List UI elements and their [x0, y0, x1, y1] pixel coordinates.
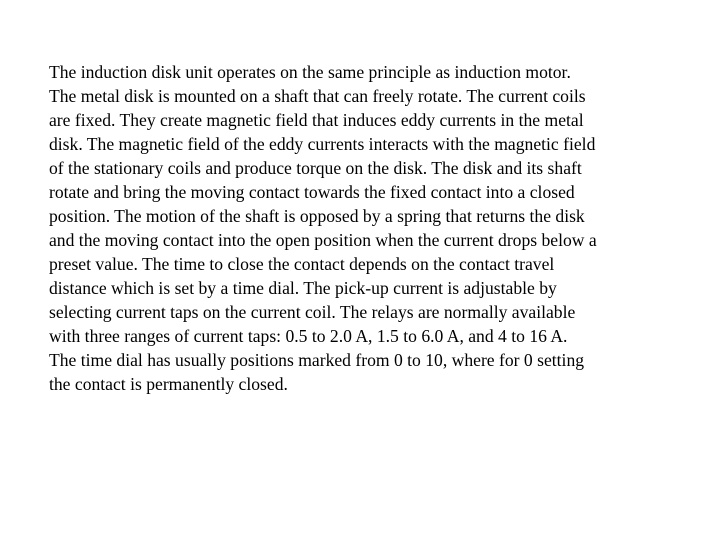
- paragraph-line: The time dial has usually positions marked from 0 to 10, where for 0 setting: [49, 350, 585, 370]
- paragraph-line: The induction disk unit operates on the same principle as induction motor.: [49, 62, 571, 82]
- body-paragraph: [49, 60, 689, 396]
- paragraph-line: position. The motion of the shaft is opposed by a spring that returns the disk: [49, 206, 585, 226]
- paragraph-line: rotate and bring the moving contact towards the fixed contact into a closed: [49, 182, 575, 202]
- paragraph-line: are fixed. They create magnetic field that induces eddy currents in the metal: [49, 110, 584, 130]
- paragraph-line: preset value. The time to close the contact depends on the contact travel: [49, 254, 555, 274]
- paragraph-line: with three ranges of current taps: 0.5 to 2.0 A, 1.5 to 6.0 A, and 4 to 16 A.: [49, 326, 568, 346]
- paragraph-line: the contact is permanently closed.: [49, 374, 288, 394]
- paragraph-line: disk. The magnetic field of the eddy currents interacts with the magnetic field: [49, 134, 596, 154]
- paragraph-line: selecting current taps on the current coil. The relays are normally available: [49, 302, 576, 322]
- paragraph-line: and the moving contact into the open position when the current drops below a: [49, 230, 597, 250]
- paragraph-line: distance which is set by a time dial. The pick-up current is adjustable by: [49, 278, 557, 298]
- paragraph-line: of the stationary coils and produce torque on the disk. The disk and its shaft: [49, 158, 582, 178]
- paragraph-line: The metal disk is mounted on a shaft that can freely rotate. The current coils: [49, 86, 586, 106]
